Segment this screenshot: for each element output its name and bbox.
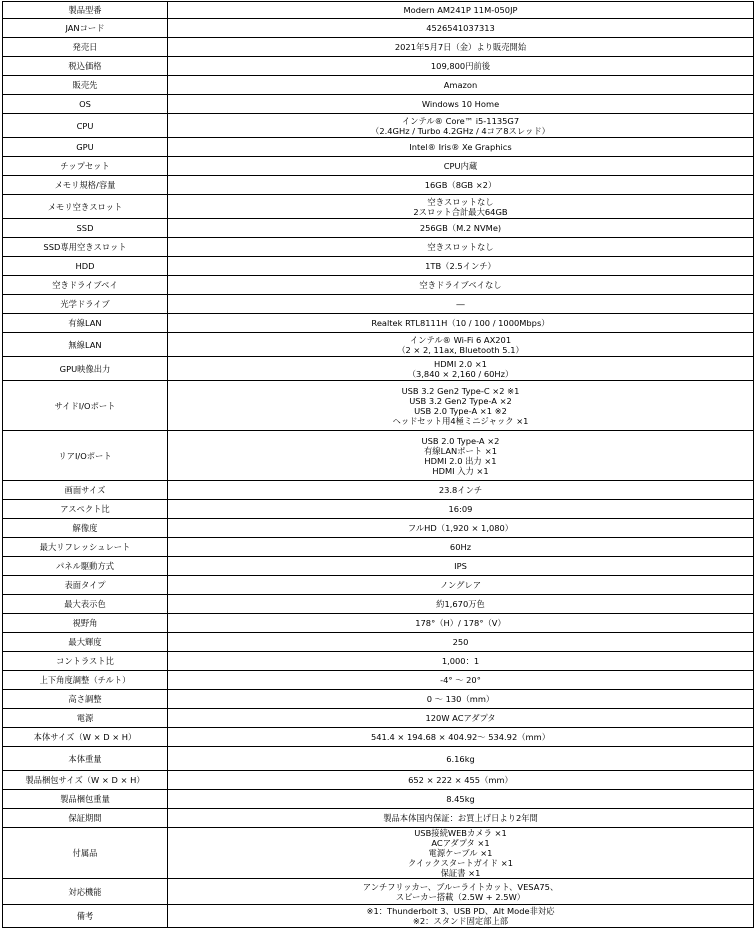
spec-value [168,238,754,257]
spec-label-text: JANコード [65,23,105,33]
spec-value-line: クイックスタートガイド ×1 [408,858,513,868]
spec-value [168,114,754,138]
spec-value [168,157,754,176]
spec-label [3,2,168,19]
spec-value-line: 保証書 ×1 [440,868,481,878]
spec-label [3,431,168,481]
spec-value-line: CPU内蔵 [443,161,478,171]
spec-label [3,238,168,257]
spec-value-line: 1TB（2.5インチ） [425,261,496,271]
spec-row [3,314,754,333]
spec-row [3,747,754,771]
spec-value-line: （2 × 2, 11ax, Bluetooth 5.1） [397,344,524,355]
spec-label [3,257,168,276]
spec-value-line: 16GB（8GB ×2） [424,180,497,190]
spec-value-line: 120W ACアダプタ [425,713,496,723]
spec-row [3,614,754,633]
spec-row [3,38,754,57]
spec-row [3,57,754,76]
spec-value [168,257,754,276]
spec-label [3,314,168,333]
spec-label-text: 有線LAN [68,318,102,328]
spec-label-text: SSD [76,223,94,233]
spec-label [3,690,168,709]
spec-table [2,1,754,928]
spec-value-line: 23.8インチ [438,485,483,495]
spec-row [3,19,754,38]
spec-label-text: 発売日 [72,42,98,52]
spec-label-text: チップセット [60,161,110,171]
spec-value [168,690,754,709]
spec-value-line: Realtek RTL8111H（10 / 100 / 1000Mbps） [371,318,550,328]
spec-value [168,19,754,38]
spec-label-text: 視野角 [72,618,98,628]
spec-value-line: 0 〜 130（mm） [426,694,495,704]
spec-label-text: 最大輝度 [68,637,102,647]
spec-label-text: SSD専用空きスロット [43,242,127,252]
spec-label-text: アスペクト比 [60,504,110,514]
spec-value [168,2,754,19]
spec-label-text: 最大表示色 [64,599,106,609]
spec-label [3,157,168,176]
spec-label [3,519,168,538]
spec-row [3,500,754,519]
spec-label [3,500,168,519]
spec-value [168,671,754,690]
spec-value-line: スピーカー搭載（2.5W + 2.5W） [395,891,526,902]
spec-value-line: USB 3.2 Gen2 Type-A ×2 [409,395,512,406]
spec-value [168,576,754,595]
spec-value-line: ACアダプタ ×1 [431,838,490,848]
spec-value-line: ※2：スタンド固定部上部 [412,916,509,926]
spec-value [168,138,754,157]
spec-label [3,219,168,238]
spec-value [168,595,754,614]
spec-label [3,114,168,138]
spec-value [168,809,754,828]
spec-value-line: 空きドライブベイなし [419,280,502,290]
spec-value [168,295,754,314]
spec-value-line: 製品本体国内保証：お買上げ日より2年間 [383,813,538,823]
spec-label [3,709,168,728]
spec-value [168,219,754,238]
spec-value [168,728,754,747]
spec-label [3,95,168,114]
spec-label-text: 販売先 [72,80,98,90]
spec-label [3,276,168,295]
spec-label [3,771,168,790]
spec-row [3,595,754,614]
spec-value-line: 109,800円前後 [430,61,491,71]
spec-value-line: 空きスロットなし [427,196,494,207]
spec-row [3,381,754,431]
spec-label-text: サイドI/Oポート [54,400,116,411]
spec-value-line: 256GB（M.2 NVMe) [419,223,502,233]
spec-value [168,557,754,576]
spec-label [3,333,168,357]
spec-label [3,138,168,157]
spec-value [168,538,754,557]
spec-value-line: -4° 〜 20° [440,675,481,685]
spec-label-text: 製品梱包サイズ（W × D × H） [25,775,145,785]
spec-value-line: ※1：Thunderbolt 3、USB PD、Alt Mode非対応 [366,906,555,916]
spec-value [168,431,754,481]
spec-label [3,295,168,314]
spec-label-text: 対応機能 [68,886,102,897]
spec-row [3,790,754,809]
spec-value [168,519,754,538]
spec-value-line: インテル® Wi-Fi 6 AX201 [409,334,512,345]
spec-value-line: （3,840 × 2,160 / 60Hz） [407,368,514,379]
spec-row [3,633,754,652]
spec-value-line: 8.45kg [446,794,475,804]
spec-label [3,76,168,95]
spec-row [3,671,754,690]
spec-label-text: 表面タイプ [64,580,106,590]
spec-value-line: 178°（H）/ 178°（V） [415,618,506,628]
spec-row [3,481,754,500]
spec-value [168,38,754,57]
spec-label [3,481,168,500]
spec-label-text: メモリ空きスロット [47,201,123,212]
spec-label [3,790,168,809]
spec-value [168,276,754,295]
spec-label [3,671,168,690]
spec-row [3,238,754,257]
spec-value-line: 60Hz [449,542,472,552]
spec-label [3,38,168,57]
spec-row [3,905,754,928]
spec-label-text: 備考 [76,911,94,921]
spec-label-text: 無線LAN [68,339,102,350]
spec-value [168,652,754,671]
spec-row [3,195,754,219]
spec-label-text: 付属品 [72,848,98,858]
spec-label [3,557,168,576]
spec-value-line: 2021年5月7日（金）より販売開始 [394,42,527,52]
spec-label-text: メモリ規格/容量 [54,180,116,190]
spec-value [168,481,754,500]
spec-row [3,809,754,828]
spec-value [168,333,754,357]
spec-row [3,219,754,238]
spec-row [3,709,754,728]
spec-value-line: Windows 10 Home [421,99,500,109]
spec-label [3,595,168,614]
spec-value [168,57,754,76]
spec-row [3,295,754,314]
spec-label [3,905,168,928]
spec-row [3,652,754,671]
spec-value-line: USB接続WEBカメラ ×1 [414,828,507,838]
spec-label-text: 保証期間 [68,813,102,823]
spec-value-line: 250 [452,637,469,647]
spec-value [168,771,754,790]
spec-row [3,176,754,195]
spec-row [3,771,754,790]
spec-value-line: ノングレア [440,580,481,590]
spec-value-line: USB 3.2 Gen2 Type-C ×2 ※1 [401,385,520,396]
spec-label-text: 最大リフレッシュレート [39,542,131,552]
spec-label-text: GPU [76,142,94,152]
spec-label [3,538,168,557]
spec-label [3,747,168,771]
spec-value-line: アンチフリッカー、ブルーライトカット、VESA75、 [362,881,559,892]
spec-label-text: 本体サイズ（W × D × H） [33,732,137,742]
spec-value [168,95,754,114]
spec-value-line: インテル® Core™ i5-1135G7 [401,115,520,126]
spec-value [168,76,754,95]
spec-row [3,357,754,381]
spec-value-line: 約1,670万色 [436,599,485,609]
spec-value [168,500,754,519]
spec-label-text: HDD [75,261,95,271]
spec-label-text: 製品型番 [68,5,102,15]
spec-row [3,728,754,747]
spec-row [3,557,754,576]
spec-row [3,76,754,95]
spec-label [3,728,168,747]
spec-value-line: Intel® Iris® Xe Graphics [409,142,512,152]
spec-value-line: 16:09 [448,504,473,514]
spec-value [168,828,754,879]
spec-label [3,879,168,905]
spec-label-text: 製品梱包重量 [60,794,110,804]
spec-value-line: Modern AM241P 11M-050JP [403,5,518,15]
spec-value-line: USB 2.0 Type-A ×1 ※2 [414,405,507,416]
spec-row [3,114,754,138]
spec-value-line: HDMI 2.0 ×1 [434,358,487,369]
spec-label-text: パネル駆動方式 [55,561,115,571]
spec-label [3,57,168,76]
spec-value-line: HDMI 入力 ×1 [432,465,489,476]
spec-value-line: 有線LANポート ×1 [423,445,498,456]
spec-row [3,257,754,276]
spec-row [3,879,754,905]
spec-row [3,576,754,595]
spec-row [3,157,754,176]
spec-row [3,333,754,357]
spec-value [168,176,754,195]
spec-value [168,357,754,381]
spec-label-text: 税込価格 [68,61,102,71]
spec-value-line: 6.16kg [446,753,475,764]
spec-value-line: 電源ケーブル ×1 [428,848,493,858]
spec-label-text: 光学ドライブ [60,299,110,309]
spec-value-line: 2スロット合計最大64GB [413,206,508,217]
spec-row [3,538,754,557]
spec-label-text: 空きドライブベイ [52,280,118,290]
spec-value-line: USB 2.0 Type-A ×2 [421,435,500,446]
spec-value [168,195,754,219]
spec-value-line: フルHD（1,920 × 1,080） [407,523,514,533]
spec-value [168,709,754,728]
spec-value-line: 1,000：1 [441,656,480,666]
spec-label-text: 解像度 [72,523,98,533]
spec-value-line: ヘッドセット用4極ミニジャック ×1 [392,415,529,426]
spec-value-line: HDMI 2.0 出力 ×1 [424,455,497,466]
spec-label [3,614,168,633]
spec-label [3,176,168,195]
spec-label [3,381,168,431]
spec-label-text: CPU [76,120,94,131]
spec-row [3,828,754,879]
spec-value [168,314,754,333]
spec-label-text: OS [79,99,91,109]
spec-table-body [3,2,754,928]
spec-row [3,95,754,114]
spec-label [3,19,168,38]
spec-value-line: Amazon [443,80,478,90]
spec-value-line: （2.4GHz / Turbo 4.2GHz / 4コア8スレッド） [371,125,550,136]
spec-value-line: 541.4 × 194.68 × 404.92〜 534.92（mm） [371,732,550,742]
spec-label [3,576,168,595]
spec-value [168,790,754,809]
spec-value [168,879,754,905]
spec-row [3,138,754,157]
spec-label-text: GPU映像出力 [59,363,111,374]
spec-value [168,381,754,431]
spec-value [168,905,754,928]
spec-label [3,195,168,219]
spec-label [3,809,168,828]
spec-row [3,519,754,538]
spec-label-text: コントラスト比 [56,656,114,666]
spec-row [3,690,754,709]
spec-value [168,747,754,771]
spec-label-text: 電源 [76,713,94,723]
spec-label [3,357,168,381]
spec-value-line: 空きスロットなし [427,242,494,252]
spec-label-text: 上下角度調整（チルト） [39,675,131,685]
spec-label [3,828,168,879]
spec-value [168,614,754,633]
spec-label-text: 高さ調整 [68,694,102,704]
spec-value-line: ― [456,299,465,309]
spec-label-text: 本体重量 [68,753,102,764]
spec-row [3,2,754,19]
spec-label [3,652,168,671]
spec-row [3,431,754,481]
spec-value-line: IPS [454,561,467,571]
spec-value-line: 4526541037313 [426,23,495,33]
spec-label-text: リアI/Oポート [58,450,112,461]
spec-row [3,276,754,295]
spec-value-line: 652 × 222 × 455（mm） [408,775,513,785]
spec-label-text: 画面サイズ [64,485,106,495]
spec-label [3,633,168,652]
spec-value [168,633,754,652]
